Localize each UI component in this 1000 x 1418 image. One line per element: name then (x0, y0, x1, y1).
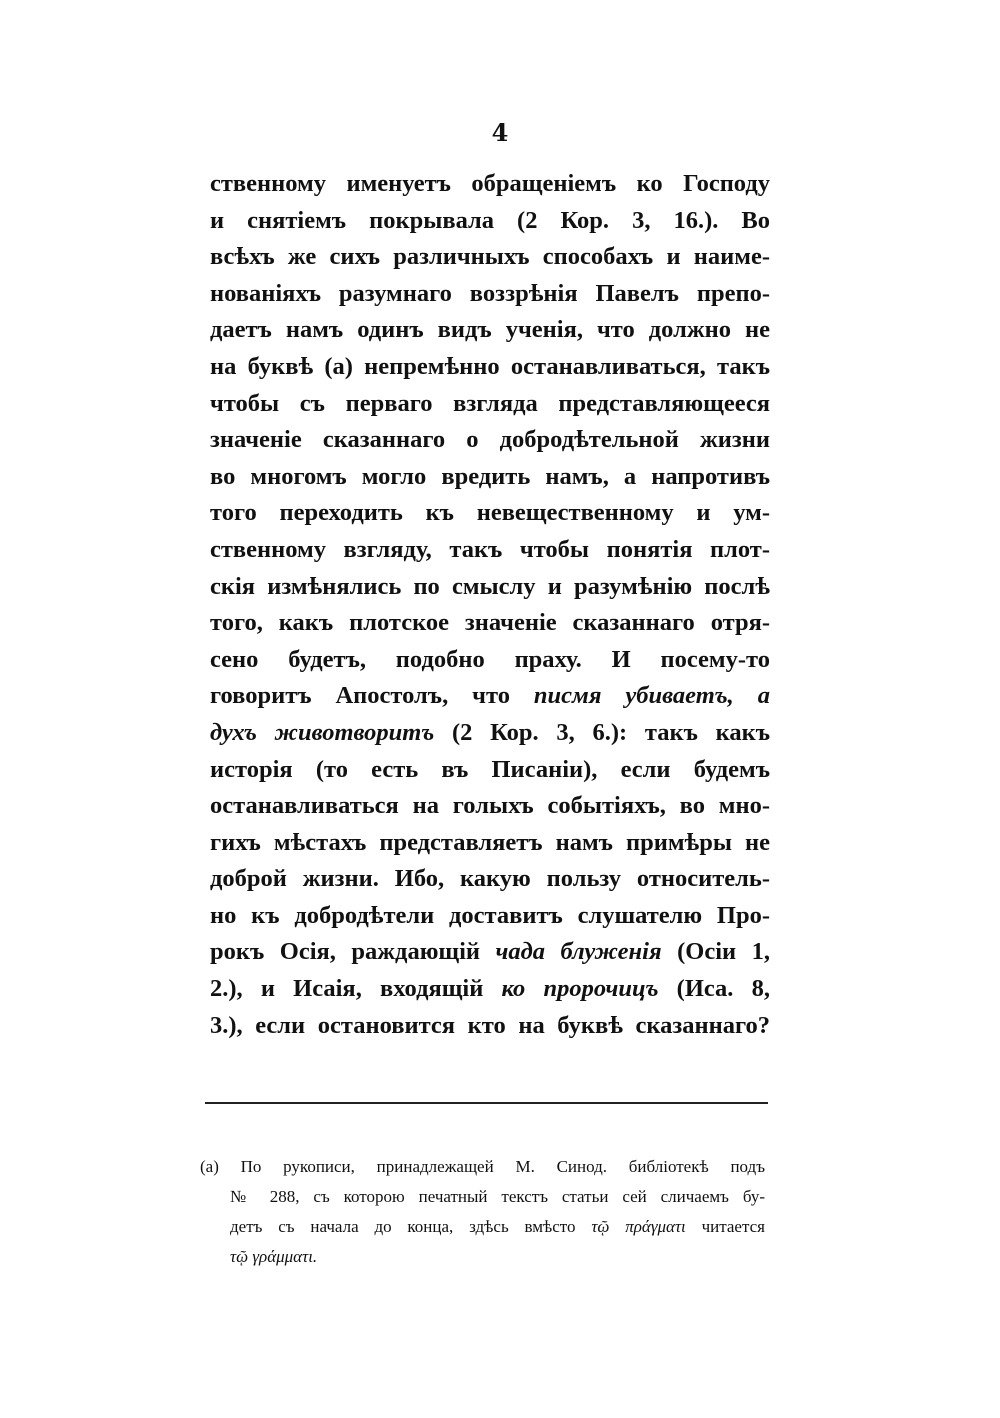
greek-phrase: τῷ πράγματι (591, 1217, 686, 1236)
text-segment: детъ съ начала до конца, здѣсь вмѣсто (230, 1217, 592, 1236)
text-line: всѣхъ же сихъ различныхъ способахъ и наиме- (210, 243, 770, 271)
footnote-line (230, 1212, 765, 1242)
text-line: на буквѣ (а) непремѣнно останавливаться, такъ (210, 352, 770, 380)
footnote (200, 1152, 765, 1272)
text-segment: (Иса. 8, (658, 975, 770, 1003)
footnote-divider (205, 1102, 768, 1104)
text-line: чтобы съ перваго взгляда представляющееся (210, 389, 770, 417)
text-line: 3.), если остановится кто на буквѣ сказаннаго? (210, 1011, 770, 1039)
text-line: ственному взгляду, такъ чтобы понятія плот- (210, 535, 770, 563)
text-line: во многомъ могло вредить намъ, а напротивъ (210, 462, 770, 490)
text-segment: (Осіи 1, (661, 938, 770, 966)
text-segment: (2 Кор. 3, 6.): такъ какъ (434, 718, 770, 746)
text-line: останавливаться на голыхъ событіяхъ, во мно- (210, 792, 770, 820)
text-line: но къ добродѣтели доставитъ слушателю Про- (210, 901, 770, 929)
footnote-line: № 288, съ которою печатный текстъ статьи сей сличаемъ бу- (230, 1187, 765, 1206)
text-segment: говоритъ Апостолъ, что (210, 682, 534, 710)
text-line: значеніе сказаннаго о добродѣтельной жизни (210, 426, 770, 454)
text-line: доброй жизни. Ибо, какую пользу относитель- (210, 865, 770, 893)
footnote-line (230, 1242, 765, 1272)
text-line: скія измѣнялись по смыслу и разумѣнію послѣ (210, 572, 770, 600)
main-text (210, 166, 770, 1044)
footnote-line: (а) По рукописи, принадлежащей М. Синод. библіотекѣ подъ (200, 1157, 765, 1176)
text-line (210, 678, 770, 715)
text-line: ственному именуетъ обращеніемъ ко Господу (210, 170, 770, 197)
text-line: того переходить къ невещественному и ум- (210, 499, 770, 527)
text-line: гихъ мѣстахъ представляетъ намъ примѣры не (210, 828, 770, 856)
text-line: сено будетъ, подобно праху. И посему-то (210, 645, 770, 673)
text-segment: рокъ Осія, раждающій (210, 938, 496, 966)
text-line: нованіяхъ разумнаго воззрѣнія Павелъ препо- (210, 279, 770, 307)
text-line (210, 715, 770, 752)
greek-phrase: τῷ γράμματι. (230, 1247, 318, 1266)
italic-quote: чада блуженія (495, 938, 662, 966)
text-segment: 2.), и Исаія, входящій (210, 975, 502, 1003)
text-line: и снятіемъ покрывала (2 Кор. 3, 16.). Во (210, 206, 770, 234)
text-line (210, 971, 770, 1008)
page-number: 4 (491, 118, 509, 147)
text-line (210, 934, 770, 971)
text-line: даетъ намъ одинъ видъ ученія, что должно не (210, 316, 770, 344)
text-line: исторія (то есть въ Писаніи), если будемъ (210, 755, 770, 783)
italic-quote: ко пророчицъ (501, 975, 659, 1003)
text-segment: читается (685, 1217, 765, 1236)
italic-quote: духъ животворитъ (210, 718, 435, 746)
italic-quote: писмя убиваетъ, а (533, 682, 770, 710)
text-line: того, какъ плотское значеніе сказаннаго отря- (210, 609, 770, 637)
